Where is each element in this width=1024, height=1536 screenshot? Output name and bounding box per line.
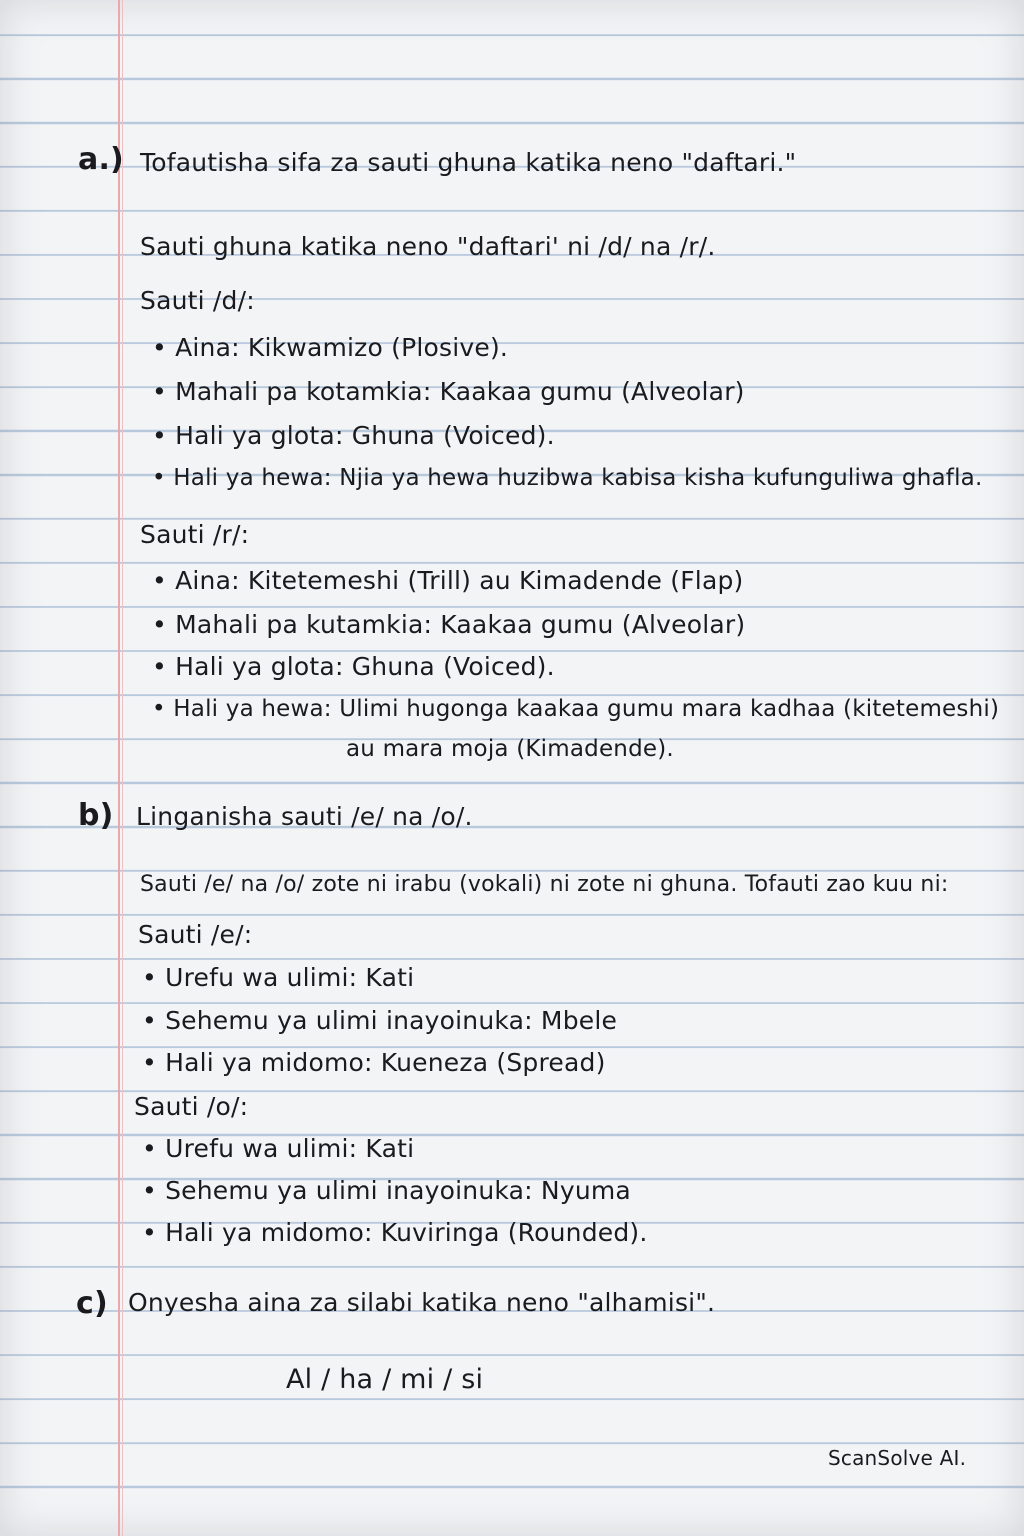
syllable-answer: Al / ha / mi / si [286, 1364, 484, 1395]
section-a-question: Tofautisha sifa za sauti ghuna katika neno "daftari." [140, 148, 797, 177]
sound-e-item: • Sehemu ya ulimi inayoinuka: Mbele [142, 1006, 618, 1035]
sound-d-item: • Hali ya hewa: Njia ya hewa huzibwa kabisa kisha kufunguliwa ghafla. [152, 465, 983, 491]
sound-r-item: • Mahali pa kutamkia: Kaakaa gumu (Alveolar) [152, 610, 746, 639]
sound-o-item: • Hali ya midomo: Kuviringa (Rounded). [142, 1218, 648, 1247]
sound-e-heading: Sauti /e/: [138, 920, 253, 949]
section-a-intro: Sauti ghuna katika neno "daftari' ni /d/ na /r/. [140, 232, 716, 261]
sound-r-item: • Hali ya glota: Ghuna (Voiced). [152, 652, 555, 681]
sound-e-item: • Urefu wa ulimi: Kati [142, 963, 415, 992]
section-b-label: b) [78, 798, 114, 833]
section-c-label: c) [76, 1286, 108, 1321]
section-b-intro: Sauti /e/ na /o/ zote ni irabu (vokali) ni zote ni ghuna. Tofauti zao kuu ni: [140, 872, 949, 897]
sound-d-item: • Mahali pa kotamkia: Kaakaa gumu (Alveolar) [152, 377, 745, 406]
sound-d-item: • Aina: Kikwamizo (Plosive). [152, 333, 509, 362]
sound-d-heading: Sauti /d/: [140, 286, 255, 315]
sound-o-item: • Urefu wa ulimi: Kati [142, 1134, 415, 1163]
sound-r-item: • Aina: Kitetemeshi (Trill) au Kimadende (Flap) [152, 566, 744, 595]
sound-e-item: • Hali ya midomo: Kueneza (Spread) [142, 1048, 606, 1077]
sound-o-heading: Sauti /o/: [134, 1092, 249, 1121]
sound-r-continuation: au mara moja (Kimadende). [346, 736, 674, 762]
section-b-question: Linganisha sauti /e/ na /o/. [136, 802, 473, 831]
section-c-question: Onyesha aina za silabi katika neno "alhamisi". [128, 1288, 716, 1317]
sound-d-item: • Hali ya glota: Ghuna (Voiced). [152, 421, 555, 450]
sound-r-heading: Sauti /r/: [140, 520, 250, 549]
margin-line-second [122, 0, 123, 1536]
section-a-label: a.) [78, 142, 124, 177]
sound-r-item: • Hali ya hewa: Ulimi hugonga kaakaa gumu mara kadhaa (kitetemeshi) [152, 696, 1000, 722]
margin-line [118, 0, 120, 1536]
signature: ScanSolve AI. [828, 1446, 967, 1470]
sound-o-item: • Sehemu ya ulimi inayoinuka: Nyuma [142, 1176, 631, 1205]
